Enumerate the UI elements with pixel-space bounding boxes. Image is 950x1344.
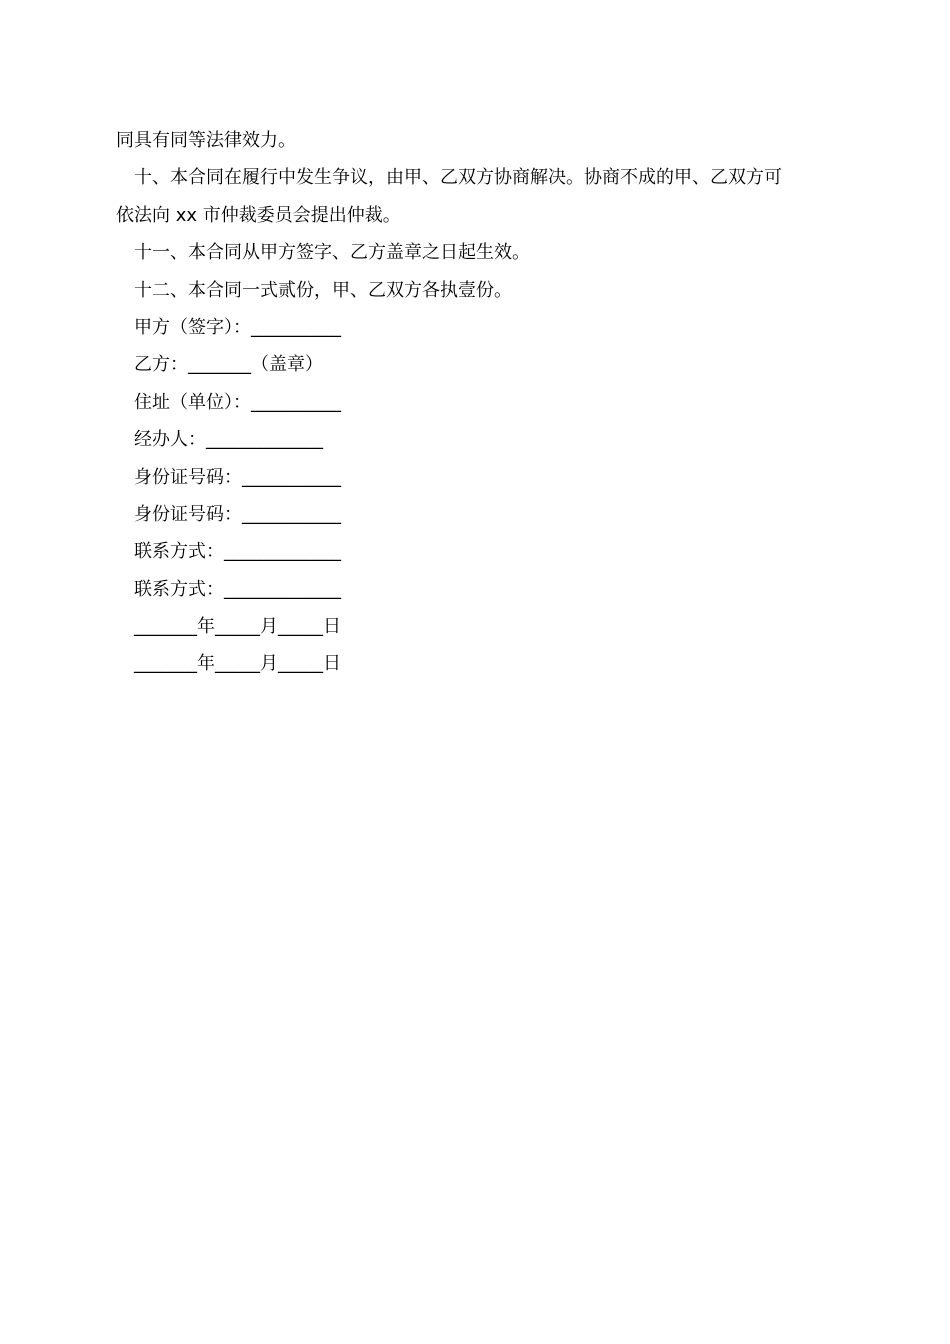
clause-10-line-2: 依法向 xx 市仲裁委员会提出仲裁。 (116, 204, 401, 226)
clause-10-line-1: 十、本合同在履行中发生争议，由甲、乙双方协商解决。协商不成的甲、乙双方可 (134, 167, 782, 189)
document-body (116, 122, 836, 683)
clause-12: 十二、本合同一式贰份，甲、乙双方各执壹份。 (134, 279, 512, 301)
id-number-field-1: 身份证号码：___________ (134, 466, 341, 488)
address-field: 住址（单位）：__________ (134, 391, 341, 413)
clause-11: 十一、本合同从甲方签字、乙方盖章之日起生效。 (134, 242, 530, 264)
party-a-signature-field: 甲方（签字）：__________ (134, 316, 341, 338)
handler-field: 经办人：_____________ (134, 429, 323, 451)
contact-field-2: 联系方式：_____________ (134, 578, 341, 600)
date-field-1: _______年_____月_____日 (134, 616, 341, 638)
continuation-text: 同具有同等法律效力。 (116, 130, 296, 151)
party-b-seal-field: 乙方：_______（盖章） (134, 354, 323, 376)
id-number-field-2: 身份证号码：___________ (134, 503, 341, 525)
date-field-2: _______年_____月_____日 (134, 653, 341, 675)
contact-field-1: 联系方式：_____________ (134, 541, 341, 563)
